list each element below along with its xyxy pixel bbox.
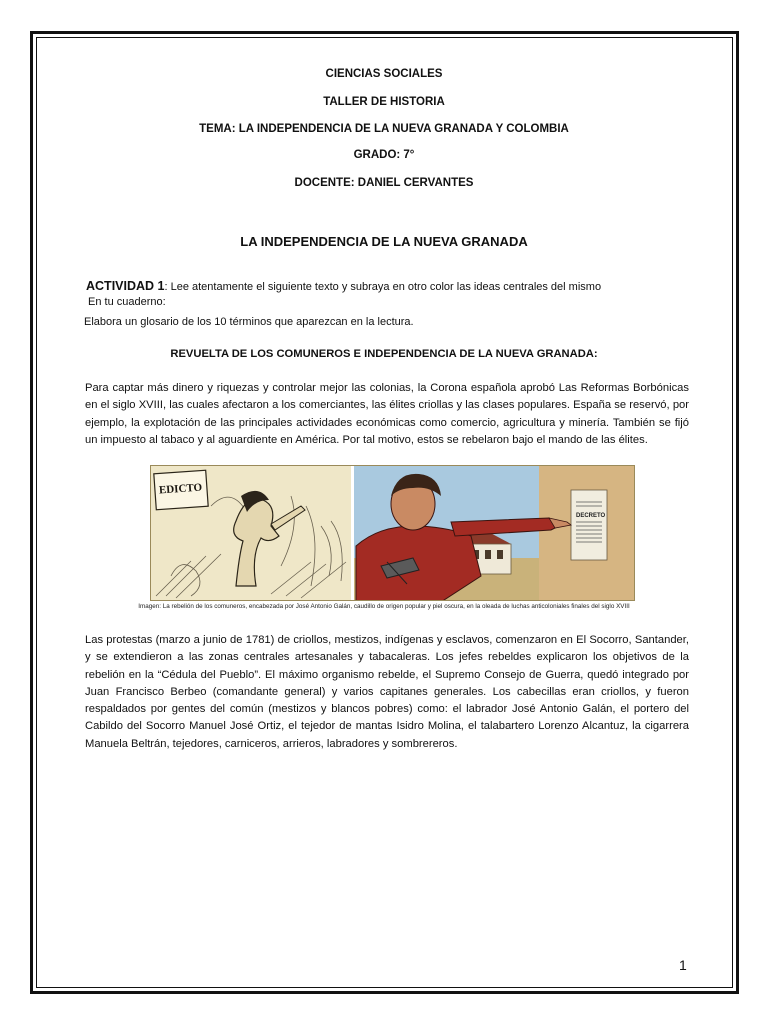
page-title: LA INDEPENDENCIA DE LA NUEVA GRANADA <box>240 234 528 249</box>
subject-heading: CIENCIAS SOCIALES <box>325 68 443 80</box>
paragraph-2: Las protestas (marzo a junio de 1781) de criollos, mestizos, indígenas y esclavos, comenzaron en El Socorro, Santander, y se extendieron a las zonas centrales artesanales y tabacaleras. Los jefes rebeldes explicaron los objetivos de la rebelión en la “Cédula del Pueblo”. El máximo organismo rebelde, el Supremo Consejo de Guerra, quedó integrado por Juan Francisco Berbeo (comandante general) y varios capitanes generales. Los cabecillas eran criollos, y fueron respaldados por gentes del común (mestizos y blancos pobres) como: el labrador José Antonio Galán, el portero del Cabildo del Socorro Manuel José Ortiz, el tejedor de mantas Isidro Molina, el talabartero Lorenzo Alcantuz, la cigarrera Manuela Beltrán, tejedores, carniceros, arrieros, labradores y sombrereros. <box>85 634 689 750</box>
paragraph-1: Para captar más dinero y riquezas y controlar mejor las colonias, la Corona española aprobó Las Reformas Borbónicas en el siglo XVIII, las cuales afectaron a los comerciantes, las élites criollas y las clases populares. España se reservó, por ejemplo, la explotación de las principales actividades económicas como comercio, agricultura y minería. También se fijó un impuesto al tabaco y al aguardiente en América. Por tal motivo, estos se rebelaron bajo el mando de las élites. <box>85 382 689 446</box>
decree-notice-text: DECRETO <box>576 513 606 519</box>
comuneros-illustration <box>150 465 635 601</box>
decree-notice <box>571 490 607 560</box>
section-title: REVUELTA DE LOS COMUNEROS E INDEPENDENCIA DE LA NUEVA GRANADA: <box>170 348 598 360</box>
grade-heading: GRADO: 7° <box>353 149 415 161</box>
figure-caption: Imagen: La rebelión de los comuneros, encabezada por José Antonio Galán, caudillo de origen popular y piel oscura, en la oleada de luchas anticoloniales finales del siglo XVIII <box>138 603 630 610</box>
workshop-heading: TALLER DE HISTORIA <box>323 96 445 108</box>
activity-instruction-text: : Lee atentamente el siguiente texto y subraya en otro color las ideas centrales del mismo <box>164 281 602 293</box>
activity-instruction <box>86 279 601 294</box>
topic-heading: TEMA: LA INDEPENDENCIA DE LA NUEVA GRANADA Y COLOMBIA <box>199 123 569 135</box>
edict-sign-text: EDICTO <box>158 481 203 497</box>
page-number: 1 <box>679 957 687 973</box>
teacher-heading: DOCENTE: DANIEL CERVANTES <box>294 177 474 189</box>
glossary-instruction: Elabora un glosario de los 10 términos que aparezcan en la lectura. <box>84 316 414 328</box>
illustration-svg <box>151 466 635 601</box>
activity-instruction-continuation: En tu cuaderno: <box>88 296 166 308</box>
activity-label: ACTIVIDAD 1 <box>86 279 165 293</box>
